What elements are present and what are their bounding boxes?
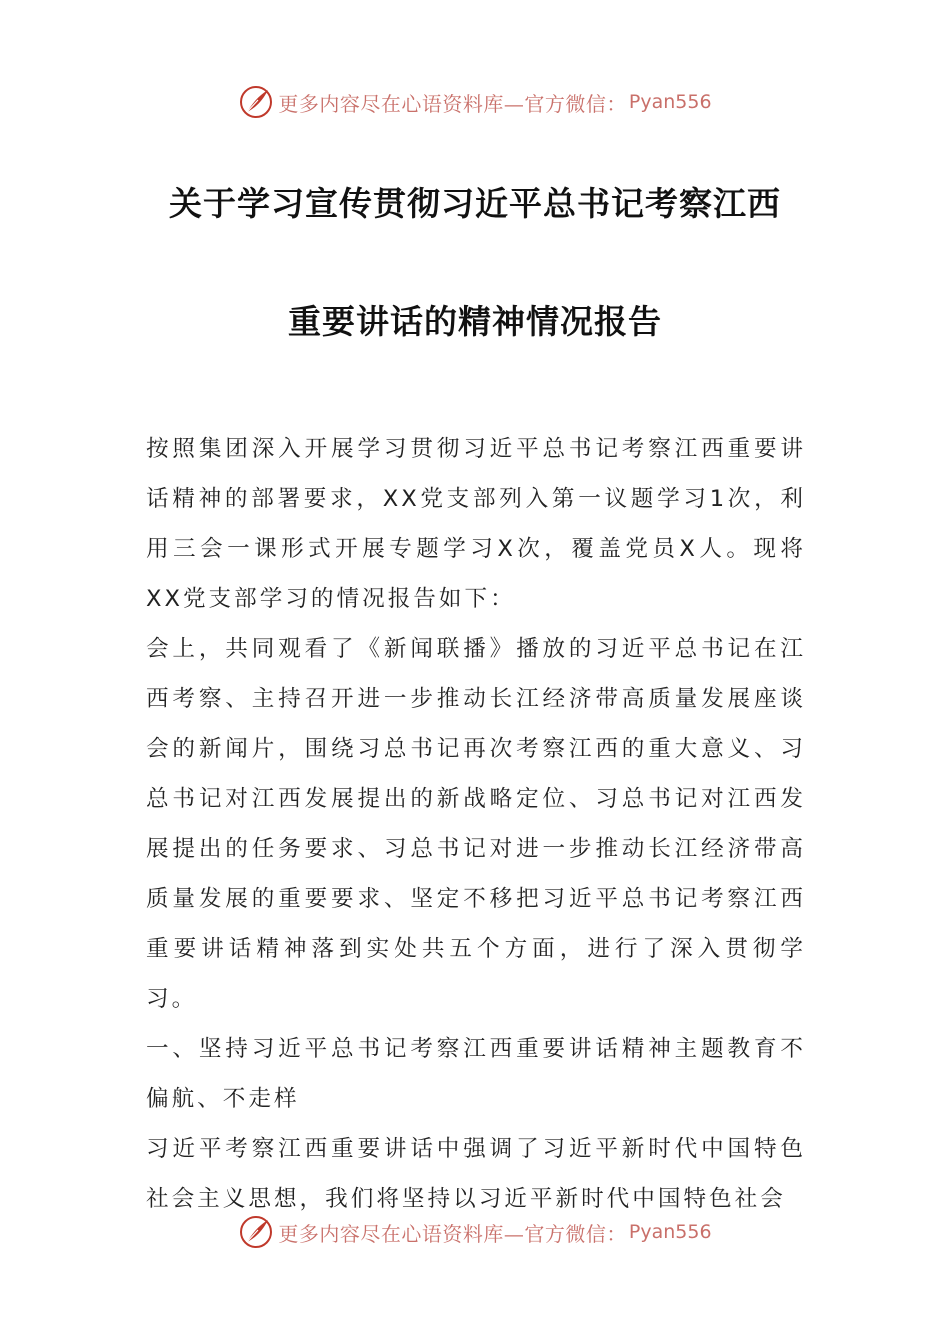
watermark-wechat-id: Pyan556 <box>628 91 712 113</box>
quill-logo-icon <box>238 1214 274 1250</box>
watermark-text: 更多内容尽在心语资料库—官方微信： <box>278 91 627 116</box>
quill-logo-icon <box>238 84 274 120</box>
paragraph-section-1: 习近平考察江西重要讲话中强调了习近平新时代中国特色社会主义思想，我们将坚持以习近平新时代中国特色社会 <box>146 1136 806 1212</box>
watermark-wechat-id: Pyan556 <box>628 1221 712 1243</box>
section-heading-1: 一、坚持习近平总书记考察江西重要讲话精神主题教育不偏航、不走样 <box>146 1036 806 1112</box>
header-watermark <box>0 82 950 122</box>
paragraph-meeting: 会上，共同观看了《新闻联播》播放的习近平总书记在江西考察、主持召开进一步推动长江经济带高质量发展座谈会的新闻片，围绕习总书记再次考察江西的重大意义、习总书记对江西发展提出的新战略定位、习总书记对江西发展提出的任务要求、习总书记对进一步推动长江经济带高质量发展的重要要求、坚定不移把习近平总书记考察江西重要讲话精神落到实处共五个方面，进行了深入贯彻学习。 <box>146 636 806 1012</box>
footer-watermark <box>0 1212 950 1252</box>
watermark-text: 更多内容尽在心语资料库—官方微信： <box>278 1221 627 1246</box>
document-body <box>146 424 806 1224</box>
document-title-line-1: 关于学习宣传贯彻习近平总书记考察江西 <box>169 184 781 223</box>
paragraph-intro: 按照集团深入开展学习贯彻习近平总书记考察江西重要讲话精神的部署要求，XX党支部列入第一议题学习1次，利用三会一课形式开展专题学习X次，覆盖党员X人。现将XX党支部学习的情况报告如下： <box>146 436 806 612</box>
document-title-line-2: 重要讲话的精神情况报告 <box>288 302 662 341</box>
